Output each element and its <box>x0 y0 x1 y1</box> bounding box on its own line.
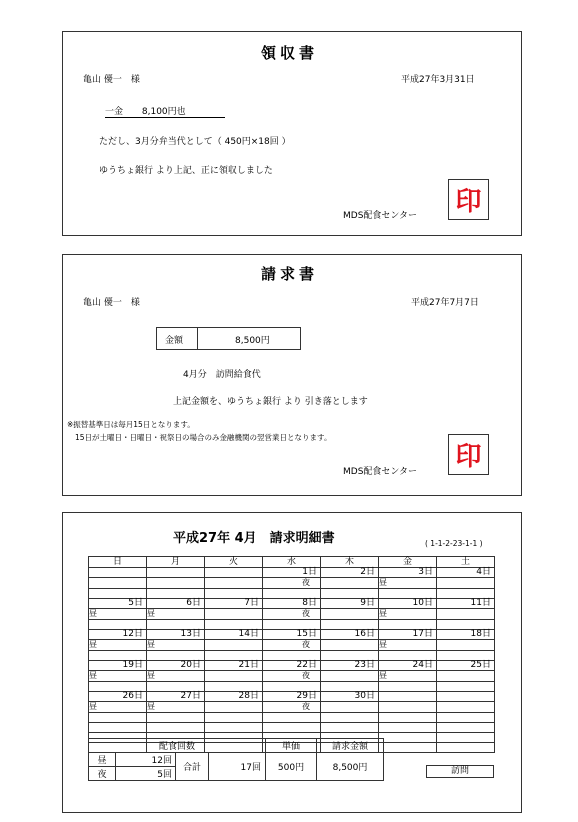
week-meal-row <box>89 609 495 620</box>
week-meal-row <box>89 671 495 682</box>
week-blank-row <box>89 682 495 692</box>
invoice-recipient: 亀山 優一 様 <box>83 298 140 308</box>
blank-cell <box>89 620 147 630</box>
invoice-title: 請求書 <box>261 265 319 283</box>
day-number: 13日 <box>147 630 205 640</box>
blank-cell <box>263 651 321 661</box>
day-number: 9日 <box>321 599 379 609</box>
blank-cell <box>321 620 379 630</box>
day-number: 5日 <box>89 599 147 609</box>
day-number: 29日 <box>263 692 321 702</box>
dinner-mark: 夜 <box>302 640 310 649</box>
blank-cell <box>321 682 379 692</box>
blank-cell <box>89 651 147 661</box>
lunch-mark: 昼 <box>379 671 387 680</box>
blank-cell <box>147 651 205 661</box>
blank-cell <box>205 682 263 692</box>
meal-cell <box>321 702 379 713</box>
weekday-header: 日 <box>89 557 147 568</box>
invoice-debit-note: 上記金額を、ゆうちょ銀行 より 引き落とします <box>173 397 368 407</box>
meal-cell <box>147 578 205 589</box>
dinner-label: 夜 <box>89 767 116 781</box>
blank-cell <box>437 743 495 753</box>
receipt-issuer: MDS配食センター <box>343 211 418 221</box>
statement-panel <box>62 512 522 813</box>
meal-cell <box>147 671 205 682</box>
blank-cell <box>437 620 495 630</box>
meal-cell <box>263 640 321 651</box>
lunch-mark: 昼 <box>147 702 155 711</box>
day-number <box>263 723 321 733</box>
sum-count: 17回 <box>209 753 266 781</box>
day-number: 7日 <box>205 599 263 609</box>
meal-cell <box>321 671 379 682</box>
lunch-mark: 昼 <box>147 640 155 649</box>
blank-cell <box>205 589 263 599</box>
meal-cell <box>379 609 437 620</box>
calendar-table <box>88 556 495 753</box>
summary-table <box>88 738 384 781</box>
invoice-footnote-2: 15日が土曜日・日曜日・祝祭日の場合のみ金融機関の翌営業日となります。 <box>75 433 332 442</box>
week-day-row <box>89 723 495 733</box>
day-number: 1日 <box>263 568 321 578</box>
day-number: 10日 <box>379 599 437 609</box>
day-number: 17日 <box>379 630 437 640</box>
blank-cell <box>205 713 263 723</box>
day-number: 12日 <box>89 630 147 640</box>
receipt-amount: 8,100円也 <box>141 107 186 117</box>
blank-cell <box>263 713 321 723</box>
day-number: 19日 <box>89 661 147 671</box>
receipt-amount-label: 一金 <box>105 107 124 117</box>
meal-cell <box>437 578 495 589</box>
day-number: 28日 <box>205 692 263 702</box>
weekday-header: 木 <box>321 557 379 568</box>
meal-cell <box>263 702 321 713</box>
blank-cell <box>379 743 437 753</box>
receipt-panel <box>62 31 522 236</box>
receipt-received: ゆうちょ銀行 より上記、正に領収しました <box>99 166 273 176</box>
blank-cell <box>147 589 205 599</box>
dinner-mark: 夜 <box>302 671 310 680</box>
lunch-count: 12回 <box>116 753 176 767</box>
invoice-panel <box>62 254 522 496</box>
week-day-row <box>89 568 495 578</box>
amount-divider <box>197 328 198 349</box>
blank-cell <box>437 589 495 599</box>
weekday-header: 月 <box>147 557 205 568</box>
blank-cell <box>147 682 205 692</box>
day-number: 11日 <box>437 599 495 609</box>
meal-cell <box>379 733 437 743</box>
day-number: 8日 <box>263 599 321 609</box>
lunch-mark: 昼 <box>89 640 97 649</box>
dinner-mark: 夜 <box>302 578 310 587</box>
statement-code: ( 1-1-2-23-1-1 ) <box>425 539 483 548</box>
lunch-mark: 昼 <box>89 671 97 680</box>
blank-cell <box>437 682 495 692</box>
day-number: 21日 <box>205 661 263 671</box>
meal-cell <box>205 578 263 589</box>
day-number <box>437 692 495 702</box>
blank-cell <box>205 651 263 661</box>
blank-cell <box>437 651 495 661</box>
invoice-seal: 印 <box>448 434 489 475</box>
day-number: 2日 <box>321 568 379 578</box>
dinner-mark: 夜 <box>302 609 310 618</box>
week-meal-row <box>89 640 495 651</box>
meal-cell <box>379 640 437 651</box>
week-day-row <box>89 599 495 609</box>
calendar-body <box>89 568 495 753</box>
blank-cell <box>321 589 379 599</box>
invoice-amount-box <box>156 327 301 350</box>
meal-cell <box>437 671 495 682</box>
day-number: 15日 <box>263 630 321 640</box>
meal-cell <box>89 671 147 682</box>
invoice-item: 4月分 訪問給食代 <box>183 370 261 380</box>
day-number: 25日 <box>437 661 495 671</box>
meal-cell <box>147 640 205 651</box>
weekday-header: 水 <box>263 557 321 568</box>
meal-cell <box>437 702 495 713</box>
invoice-amount-label: 金額 <box>165 336 184 346</box>
meal-cell <box>89 640 147 651</box>
dinner-count: 5回 <box>116 767 176 781</box>
day-number: 3日 <box>379 568 437 578</box>
invoice-footnote-1: ※振替基準日は毎月15日となります。 <box>67 420 195 429</box>
day-number <box>379 692 437 702</box>
week-blank-row <box>89 651 495 661</box>
invoice-issuer: MDS配食センター <box>343 467 418 477</box>
blank-cell <box>263 589 321 599</box>
blank-cell <box>205 620 263 630</box>
receipt-recipient: 亀山 優一 様 <box>83 75 140 85</box>
week-blank-row <box>89 713 495 723</box>
blank-cell <box>379 589 437 599</box>
blank-cell <box>379 682 437 692</box>
week-meal-row <box>89 578 495 589</box>
receipt-note: ただし、3月分弁当代として（ 450円×18回 ） <box>99 137 291 147</box>
week-day-row <box>89 630 495 640</box>
day-number: 26日 <box>89 692 147 702</box>
day-number <box>147 568 205 578</box>
statement-title: 平成27年 4月 請求明細書 <box>173 531 335 546</box>
week-blank-row <box>89 589 495 599</box>
lunch-mark: 昼 <box>89 702 97 711</box>
day-number <box>147 723 205 733</box>
meal-cell <box>437 609 495 620</box>
receipt-date: 平成27年3月31日 <box>401 75 475 85</box>
meal-cell <box>321 578 379 589</box>
blank-cell <box>89 682 147 692</box>
blank-cell <box>379 713 437 723</box>
day-number: 6日 <box>147 599 205 609</box>
blank-cell <box>379 620 437 630</box>
day-number <box>205 568 263 578</box>
day-number: 30日 <box>321 692 379 702</box>
meal-cell <box>205 702 263 713</box>
meal-cell <box>89 702 147 713</box>
day-number: 22日 <box>263 661 321 671</box>
weekday-header: 土 <box>437 557 495 568</box>
day-number <box>379 723 437 733</box>
dinner-mark: 夜 <box>302 702 310 711</box>
meal-cell <box>437 733 495 743</box>
unit-price: 500円 <box>266 753 317 781</box>
meal-cell <box>147 702 205 713</box>
unit-header: 単価 <box>266 739 317 753</box>
blank-cell <box>147 713 205 723</box>
meal-cell <box>205 609 263 620</box>
weekday-header: 金 <box>379 557 437 568</box>
blank-cell <box>379 651 437 661</box>
day-number <box>437 723 495 733</box>
count-header: 配食回数 <box>89 739 266 753</box>
day-number: 14日 <box>205 630 263 640</box>
meal-cell <box>89 609 147 620</box>
day-number <box>205 723 263 733</box>
blank-cell <box>263 620 321 630</box>
meal-cell <box>379 671 437 682</box>
lunch-mark: 昼 <box>379 578 387 587</box>
meal-cell <box>147 609 205 620</box>
weekday-header-row <box>89 557 495 568</box>
blank-cell <box>147 620 205 630</box>
day-number <box>89 723 147 733</box>
blank-cell <box>437 713 495 723</box>
receipt-amount-line <box>105 104 225 118</box>
day-number: 4日 <box>437 568 495 578</box>
day-number: 16日 <box>321 630 379 640</box>
meal-cell <box>263 671 321 682</box>
blank-cell <box>321 651 379 661</box>
meal-cell <box>263 609 321 620</box>
invoice-amount: 8,500円 <box>235 336 270 346</box>
meal-cell <box>89 578 147 589</box>
day-number: 24日 <box>379 661 437 671</box>
week-day-row <box>89 692 495 702</box>
week-meal-row <box>89 702 495 713</box>
meal-cell <box>263 578 321 589</box>
meal-cell <box>205 671 263 682</box>
day-number: 23日 <box>321 661 379 671</box>
blank-cell <box>321 713 379 723</box>
meal-cell <box>321 609 379 620</box>
meal-cell <box>379 578 437 589</box>
meal-cell <box>321 640 379 651</box>
day-number <box>89 568 147 578</box>
week-blank-row <box>89 620 495 630</box>
weekday-header: 火 <box>205 557 263 568</box>
lunch-mark: 昼 <box>89 609 97 618</box>
receipt-seal: 印 <box>448 179 489 220</box>
blank-cell <box>263 682 321 692</box>
total-header: 請求金額 <box>317 739 384 753</box>
lunch-label: 昼 <box>89 753 116 767</box>
week-day-row <box>89 661 495 671</box>
total-amount: 8,500円 <box>317 753 384 781</box>
lunch-mark: 昼 <box>147 609 155 618</box>
day-number: 18日 <box>437 630 495 640</box>
lunch-mark: 昼 <box>147 671 155 680</box>
day-number <box>321 723 379 733</box>
lunch-mark: 昼 <box>379 640 387 649</box>
invoice-date: 平成27年7月7日 <box>411 298 479 308</box>
day-number: 27日 <box>147 692 205 702</box>
meal-cell <box>437 640 495 651</box>
day-number: 20日 <box>147 661 205 671</box>
lunch-mark: 昼 <box>379 609 387 618</box>
receipt-title: 領収書 <box>261 44 319 62</box>
sum-label: 合計 <box>176 753 209 781</box>
visit-box: 訪問 <box>426 765 494 778</box>
meal-cell <box>379 702 437 713</box>
meal-cell <box>205 640 263 651</box>
blank-cell <box>89 713 147 723</box>
blank-cell <box>89 589 147 599</box>
